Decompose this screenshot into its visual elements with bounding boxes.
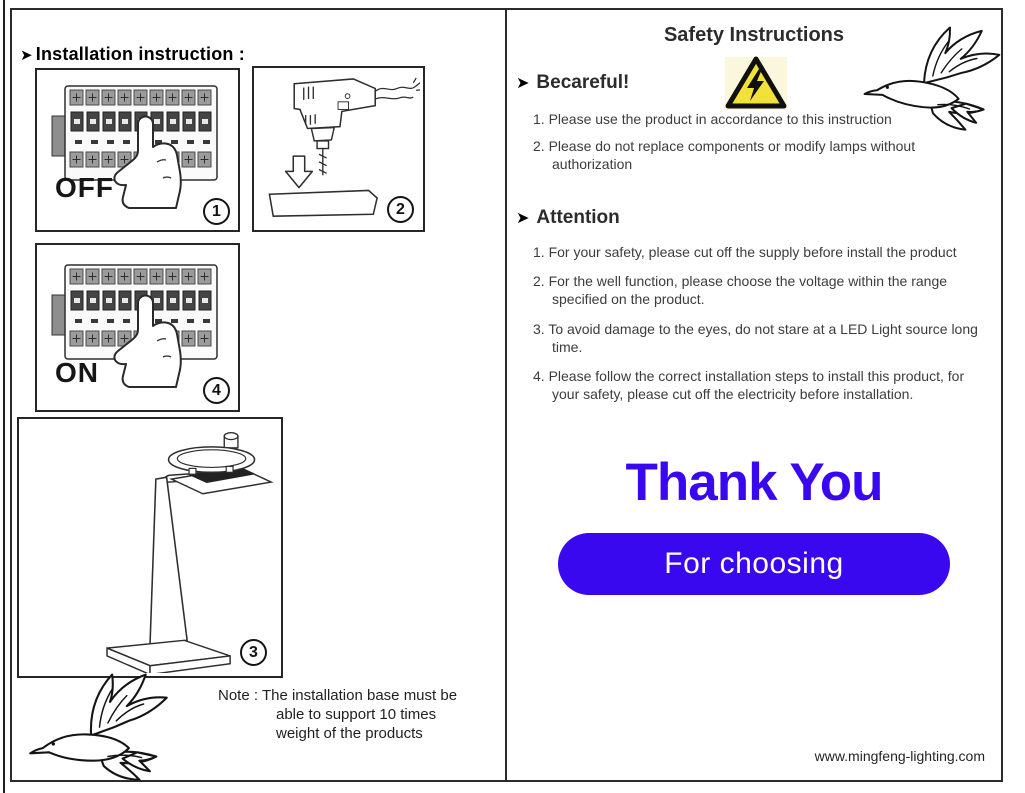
for-choosing-pill bbox=[558, 533, 950, 595]
installation-note bbox=[218, 686, 498, 744]
list-item: 1. For your safety, please cut off the supply before install the product bbox=[533, 244, 957, 260]
attention-heading-text: Attention bbox=[536, 207, 620, 228]
step-number-badge: 4 bbox=[203, 377, 230, 404]
step-number-badge: 1 bbox=[203, 198, 230, 225]
note-label: Note : bbox=[218, 687, 259, 704]
off-label: OFF bbox=[55, 172, 114, 203]
installation-title-text: Installation instruction : bbox=[35, 44, 245, 64]
note-text: able to support 10 times bbox=[276, 706, 437, 724]
thank-you-text: Thank You bbox=[625, 453, 883, 512]
step-box-1 bbox=[35, 68, 240, 232]
list-item: 2. Please do not replace components or modify lamps without authorization bbox=[533, 138, 916, 173]
list-item: 3. To avoid damage to the eyes, do not stare at a LED Light source long time. bbox=[533, 320, 978, 355]
right-panel bbox=[507, 10, 1001, 780]
safety-title: Safety Instructions bbox=[663, 24, 845, 46]
step-number-badge: 3 bbox=[240, 639, 267, 666]
on-label: ON bbox=[55, 357, 99, 388]
arrow-bullet-icon: ➤ bbox=[20, 47, 33, 64]
attention-list bbox=[533, 243, 985, 412]
street-lamp-illustration bbox=[23, 423, 277, 673]
list-item: 4. Please follow the correct installation steps to install this product, for your safety, please cut off the electricity before installation. bbox=[533, 367, 965, 403]
step-box-2 bbox=[252, 66, 425, 232]
website-url: www.mingfeng-lighting.com bbox=[814, 748, 985, 764]
step-box-4 bbox=[35, 243, 240, 412]
for-choosing-label: For choosing bbox=[664, 547, 844, 580]
list-item: 1. Please use the product in accordance to this instruction bbox=[533, 111, 892, 127]
page-sheet bbox=[10, 8, 1003, 782]
becareful-list bbox=[533, 110, 985, 183]
flying-bird-icon bbox=[12, 668, 190, 786]
becareful-heading-text: Becareful! bbox=[536, 72, 630, 93]
becareful-heading bbox=[516, 72, 629, 94]
note-text: weight of the products bbox=[276, 725, 423, 743]
step-number-badge: 2 bbox=[387, 196, 414, 223]
attention-heading bbox=[516, 207, 620, 229]
arrow-bullet-icon: ➤ bbox=[516, 210, 530, 227]
note-line bbox=[218, 686, 498, 705]
list-item: 2. For the well function, please choose the voltage within the range specified on the product. bbox=[533, 273, 948, 308]
installation-title bbox=[20, 44, 245, 65]
note-text: The installation base must be bbox=[261, 687, 458, 704]
page-edge-line bbox=[3, 0, 5, 793]
arrow-bullet-icon: ➤ bbox=[516, 75, 530, 92]
step-box-3 bbox=[17, 417, 283, 678]
high-voltage-warning-icon bbox=[723, 54, 789, 112]
